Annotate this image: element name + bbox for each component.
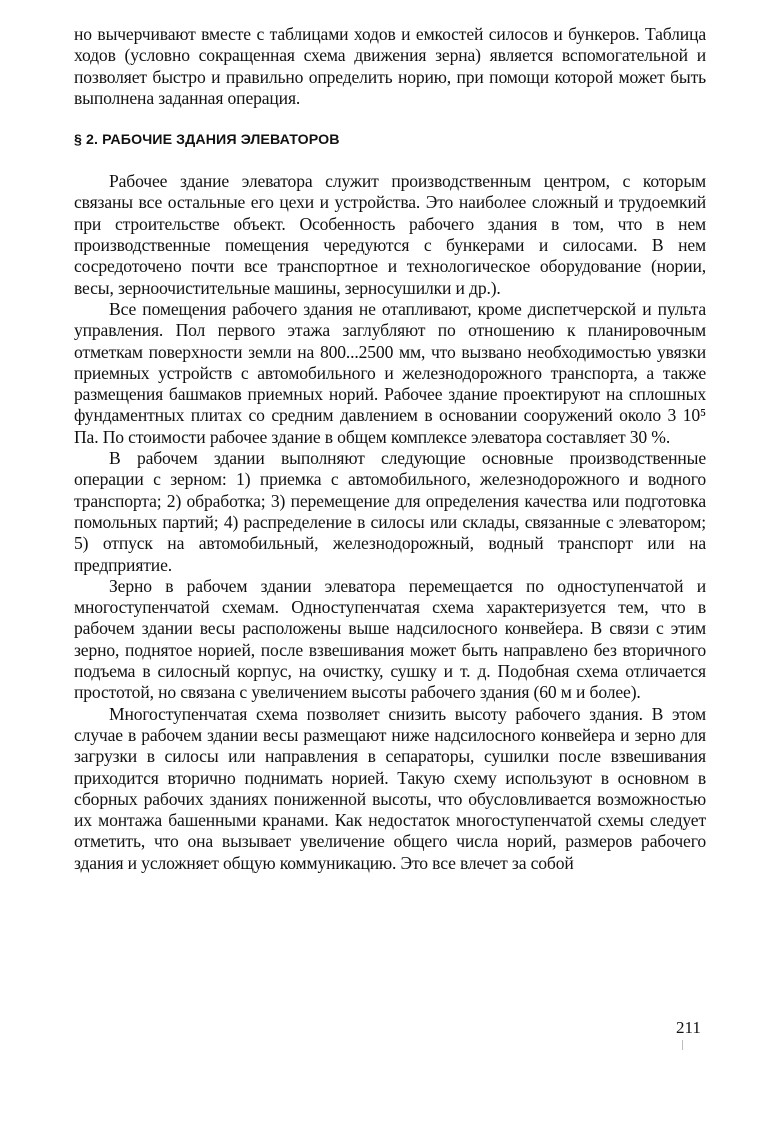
section-heading: § 2. РАБОЧИЕ ЗДАНИЯ ЭЛЕВАТОРОВ [74, 132, 340, 149]
scan-mark [682, 1040, 683, 1050]
paragraph-multistage: Многоступенчатая схема позволяет снизить высоту рабочего здания. В этом случае в рабочем здании весы размещают ниже надсилосного конвейера и зерно для загрузки в силосы или направления в сепараторы, сушилки после взвешивания приходится вторично поднимать норией. Такую схему используют в основном в сборных рабочих зданиях пониженной высоты, что обусловливается возможностью их монтажа башенными кранами. Как недостаток многоступенчатой схемы следует отметить, что она вызывает увеличение общего числа норий, размеров рабочего здания и усложняет общую коммуникацию. Это все влечет за собой [74, 703, 706, 873]
intro-paragraph: но вычерчивают вместе с таблицами ходов и емкостей силосов и бункеров. Таблица ходов (условно сокращенная схема движения зерна) является вспомогательной и позволяет быстро и правильно определить норию, при помощи которой может быть выполнена заданная операция. [74, 24, 706, 108]
paragraph-schemes: Зерно в рабочем здании элеватора перемещается по одноступенчатой и многоступенчатой схемам. Одноступенчатая схема характеризуется тем, что в рабочем здании весы расположены выше надсилосного конвейера. В связи с этим зерно, поднятое норией, после взвешивания может быть направлено без вторичного подъема в силосный корпус, на очистку, сушку и т. д. Подобная схема отличается простотой, но связана с увеличением высоты рабочего здания (60 м и более). [74, 575, 706, 703]
paragraph-operations: В рабочем здании выполняют следующие основные производственные операции с зерном: 1) приемка с автомобильного, железнодорожного и водного транспорта; 2) обработка; 3) перемещение для определения качества или подготовка помольных партий; 4) распределение в силосы или склады, связанные с элеватором; 5) отпуск на автомобильный, железнодорожный, водный транспорт или на предприятие. [74, 448, 706, 575]
document-page [74, 24, 706, 874]
page-number: 211 [676, 1018, 701, 1037]
paragraph-premises: Все помещения рабочего здания не отапливают, кроме диспетчерской и пульта управления. Пол первого этажа заглубляют по отношению к планировочным отметкам поверхности земли на 800...2500 мм, что вызвано необходимостью увязки приемных устройств с автомобильного и железнодорожного транспорта, а также размещения башмаков приемных норий. Рабочее здание проектируют на сплошных фундаментных плитах со средним давлением в основании сооружений около 3 10⁵ Па. По стоимости рабочее здание в общем комплексе элеватора составляет 30 %. [74, 298, 706, 447]
paragraph-working-building: Рабочее здание элеватора служит производственным центром, с которым связаны все остальные его цехи и устройства. Это наиболее сложный и трудоемкий при строительстве объект. Особенность рабочего здания в том, что в нем производственные помещения чередуются с бункерами и силосами. В нем сосредоточено почти все транспортное и технологическое оборудование (нории, весы, зерноочистительные машины, зерносушилки и др.). [74, 171, 706, 298]
